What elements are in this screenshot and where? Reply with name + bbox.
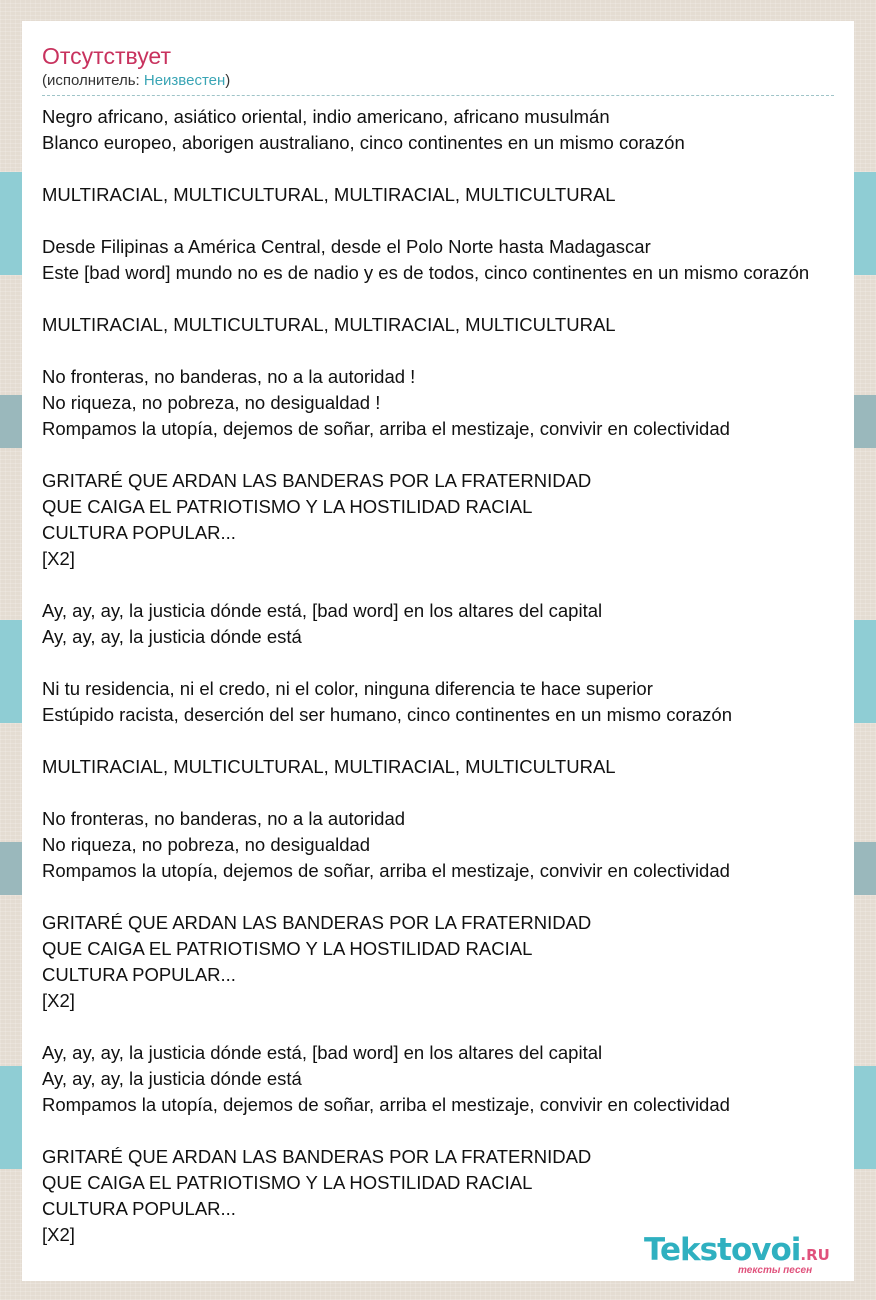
lyric-line: MULTIRACIAL, MULTICULTURAL, MULTIRACIAL, MULTICULTURAL bbox=[42, 314, 616, 335]
lyric-line: Este [bad word] mundo no es de nadio y es de todos, cinco continentes en un mismo corazón bbox=[42, 262, 810, 283]
song-title: Отсутствует bbox=[42, 43, 171, 69]
lyric-line: QUE CAIGA EL PATRIOTISMO Y LA HOSTILIDAD RACIAL bbox=[42, 1172, 533, 1193]
artist-line bbox=[42, 72, 834, 96]
lyric-line: GRITARÉ QUE ARDAN LAS BANDERAS POR LA FRATERNIDAD bbox=[42, 1146, 592, 1167]
lyric-line: [X2] bbox=[42, 990, 75, 1011]
lyric-line: Ni tu residencia, ni el credo, ni el color, ninguna diferencia te hace superior bbox=[42, 678, 653, 699]
lyric-line: Blanco europeo, aborigen australiano, cinco continentes en un mismo corazón bbox=[42, 132, 685, 153]
lyric-line: MULTIRACIAL, MULTICULTURAL, MULTIRACIAL, MULTICULTURAL bbox=[42, 756, 616, 777]
lyric-line: Ay, ay, ay, la justicia dónde está bbox=[42, 626, 302, 647]
logo-tld: .RU bbox=[800, 1246, 830, 1264]
lyric-line bbox=[42, 650, 834, 676]
lyric-line bbox=[42, 156, 834, 182]
lyric-line: Rompamos la utopía, dejemos de soñar, arriba el mestizaje, convivir en colectividad bbox=[42, 1094, 730, 1115]
lyric-line: Rompamos la utopía, dejemos de soñar, arriba el mestizaje, convivir en colectividad bbox=[42, 860, 730, 881]
logo-name: Tekstovoi bbox=[644, 1232, 801, 1268]
lyric-line bbox=[42, 884, 834, 910]
lyric-line: No fronteras, no banderas, no a la autoridad bbox=[42, 808, 406, 829]
lyric-line bbox=[42, 286, 834, 312]
lyric-line: CULTURA POPULAR... bbox=[42, 1198, 236, 1219]
logo-tagline: тексты песен bbox=[738, 1265, 813, 1276]
lyric-line: No fronteras, no banderas, no a la autoridad ! bbox=[42, 366, 416, 387]
lyric-line: QUE CAIGA EL PATRIOTISMO Y LA HOSTILIDAD RACIAL bbox=[42, 496, 533, 517]
lyric-line: Negro africano, asiático oriental, indio americano, africano musulmán bbox=[42, 106, 610, 127]
lyric-line bbox=[42, 1014, 834, 1040]
lyric-line bbox=[42, 338, 834, 364]
lyric-line: Rompamos la utopía, dejemos de soñar, arriba el mestizaje, convivir en colectividad bbox=[42, 418, 730, 439]
lyric-line bbox=[42, 208, 834, 234]
site-logo[interactable] bbox=[644, 1232, 854, 1282]
lyric-line bbox=[42, 728, 834, 754]
lyric-line: CULTURA POPULAR... bbox=[42, 522, 236, 543]
lyric-line bbox=[42, 1118, 834, 1144]
lyric-line bbox=[42, 780, 834, 806]
artist-prefix: (исполнитель: bbox=[42, 72, 144, 89]
lyric-line: [X2] bbox=[42, 548, 75, 569]
lyrics-body bbox=[42, 104, 834, 1248]
lyric-line: Ay, ay, ay, la justicia dónde está bbox=[42, 1068, 302, 1089]
lyric-line: Ay, ay, ay, la justicia dónde está, [bad word] en los altares del capital bbox=[42, 600, 603, 621]
artist-link[interactable]: Неизвестен bbox=[143, 72, 226, 89]
lyric-line bbox=[42, 442, 834, 468]
lyric-line: GRITARÉ QUE ARDAN LAS BANDERAS POR LA FRATERNIDAD bbox=[42, 912, 592, 933]
lyric-line: CULTURA POPULAR... bbox=[42, 964, 236, 985]
lyric-line: No riqueza, no pobreza, no desigualdad ! bbox=[42, 392, 381, 413]
lyric-line: Estúpido racista, deserción del ser humano, cinco continentes en un mismo corazón bbox=[42, 704, 733, 725]
lyric-line: No riqueza, no pobreza, no desigualdad bbox=[42, 834, 371, 855]
lyric-line: Ay, ay, ay, la justicia dónde está, [bad word] en los altares del capital bbox=[42, 1042, 603, 1063]
lyrics-card bbox=[22, 21, 854, 1281]
lyric-line: QUE CAIGA EL PATRIOTISMO Y LA HOSTILIDAD RACIAL bbox=[42, 938, 533, 959]
lyric-line: [X2] bbox=[42, 1224, 75, 1245]
lyric-line bbox=[42, 572, 834, 598]
lyric-line: GRITARÉ QUE ARDAN LAS BANDERAS POR LA FRATERNIDAD bbox=[42, 470, 592, 491]
artist-suffix: ) bbox=[225, 72, 231, 89]
lyric-line: Desde Filipinas a América Central, desde el Polo Norte hasta Madagascar bbox=[42, 236, 651, 257]
lyric-line: MULTIRACIAL, MULTICULTURAL, MULTIRACIAL, MULTICULTURAL bbox=[42, 184, 616, 205]
